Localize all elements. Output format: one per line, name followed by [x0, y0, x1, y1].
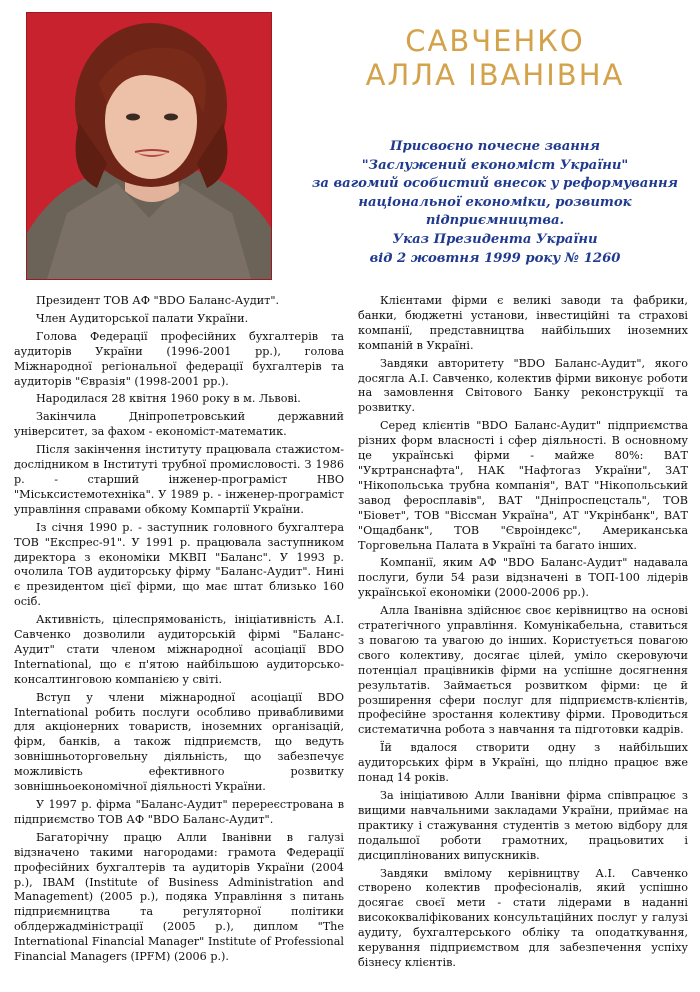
- paragraph: Вступ у члени міжнародної асоціації BDO International робить послуги особливо привабливими для акціонерних товариств, іноземних організацій, фірм, банків, а також підприємств, що ведуть зовнішньоторговельну діяльність, що забезпечує можливість ефективного розвитку зовнішньоекономічної діяльності України.: [14, 690, 344, 794]
- paragraph: Президент ТОВ АФ "BDO Баланс-Аудит".: [36, 294, 280, 307]
- paragraph: Член Аудиторської палати України.: [36, 311, 249, 325]
- award-line: Присвоєно почесне звання: [390, 139, 600, 154]
- paragraph: За ініціативою Алли Іванівни фірма співпрацює з вищими навчальними закладами України, приймає на практику і стажування студентів з метою відбору для подальшої роботи грамотних, працьовитих і дисциплінованих випускників.: [358, 789, 688, 862]
- paragraph: Закінчила Дніпропетровський державний університет, за фахом - економіст-математик.: [14, 410, 344, 439]
- award-info: [296, 138, 694, 268]
- paragraph: Алла Іванівна здійснює своє керівництво на основі стратегічного управління. Комунікабельна, ставиться з повагою та увагою до інших. Користується повагою свого колективу, досягає цілей, уміло скеровуючи потенціал працівників фірми на успішне досягнення результатів. Займається розвитком фірми: це й розширення сфери послуг для підприємств-клієнтів, професійне зростання колективу фірми. Проводиться систематична робота з навчання та підготовки кадрів.: [358, 604, 688, 737]
- paragraph: Завдяки вмілому керівництву А.І. Савченко створено колектив професіоналів, який успішно досягає своєї мети - стати лідерами в наданні висококваліфікованих консультаційних послуг у галузі аудиту, бухгалтерського обліку та оподаткування, керування підприємством для забезпечення успіху бізнесу клієнтів.: [358, 866, 688, 969]
- person-name: [300, 24, 690, 92]
- paragraph: Їй вдалося створити одну з найбільших аудиторських фірм в Україні, що плідно працює вже понад 14 років.: [358, 741, 688, 785]
- award-line: Указ Президента України: [392, 231, 598, 247]
- award-line: національної економіки, розвиток підприємництва.: [358, 194, 632, 229]
- paragraph: Після закінчення інституту працювала стажистом-дослідником в Інституті трубної промисловості. З 1986 р. - старший інженер-програміст НВО "Міськсистемотехніка". У 1989 р. - інженер-програміст управління справами обкому Компартії України.: [14, 443, 344, 516]
- paragraph: Багаторічну працю Алли Іванівни в галузі відзначено такими нагородами: грамота Федерації професійних бухгалтерів та аудиторів України (2004 р.), IBAM (Institute of Business Administration and Management) (2005 р.), подяка Управління з питань підприємництва та регуляторної політики облдержадміністрації (2005 р.), диплом "The International Financial Manager" Institute of Professional Financial Managers (IPFM) (2006 р.).: [14, 830, 344, 964]
- award-line: за вагомий особистий внесок у реформування: [311, 176, 679, 192]
- left-column: [14, 294, 344, 990]
- paragraph: Голова Федерації професійних бухгалтерів та аудиторів України (1996-2001 рр.), голова Міжнародної регіональної федерації бухгалтерів та аудиторів "Євразія" (1998-2001 рр.).: [14, 329, 344, 388]
- award-line: від 2 жовтня 1999 року № 1260: [369, 250, 621, 266]
- right-column: [358, 294, 688, 990]
- portrait-photo-icon: [27, 13, 271, 279]
- paragraph: Народилася 28 квітня 1960 року в м. Львові.: [36, 392, 301, 406]
- paragraph: Із січня 1990 р. - заступник головного бухгалтера ТОВ "Експрес-91". У 1991 р. працювала заступником директора з економіки МКВП "Баланс". У 1993 р. очолила ТОВ аудиторську фірму "Баланс-Аудит". Нині є президентом цієї фірми, що має штат близько 160 осіб.: [14, 520, 344, 609]
- paragraph: Компанії, яким АФ "BDO Баланс-Аудит" надавала послуги, були 54 рази відзначені в ТОП-100 лідерів української економіки (2000-2006 рр.).: [358, 556, 688, 600]
- award-line: "Заслужений економіст України": [361, 157, 629, 173]
- paragraph: Серед клієнтів "BDO Баланс-Аудит" підприємства різних форм власності і сфер діяльності. В основному це українські фірми - майже 80%: ВАТ "Укртранснафта", НАК "Нафтогаз України", ЗАТ "Нікопольська трубна компанія", ВАТ "Нікопольський завод феросплавів", ВАТ "Дніпроспецсталь", ТОВ "Біовет", ТОВ "Віссман Україна", АТ "Укрінбанк", ВАТ "Ощадбанк", ТОВ "Євроіндекс", Американська Торговельна Палата в Україні та багато інших.: [358, 419, 688, 552]
- portrait-photo: [26, 12, 272, 280]
- article-body: [14, 294, 688, 990]
- given-names: АЛЛА ІВАНІВНА: [365, 58, 625, 92]
- paragraph: Завдяки авторитету "BDO Баланс-Аудит", якого досягла А.І. Савченко, колектив фірми виконує роботи на замовлення Світового Банку реконструкції та розвитку.: [358, 356, 688, 415]
- paragraph: У 1997 р. фірма "Баланс-Аудит" перереєстрована в підприємство ТОВ АФ "BDO Баланс-Аудит".: [14, 798, 344, 826]
- paragraph: Клієнтами фірми є великі заводи та фабрики, банки, бюджетні установи, інвестиційні та страхові компанії, представництва найбільших іноземних компаній в Україні.: [358, 294, 688, 352]
- surname: САВЧЕНКО: [405, 24, 585, 58]
- paragraph: Активність, цілеспрямованість, ініціативність А.І. Савченко дозволили аудиторській фірмі "Баланс-Аудит" стати членом міжнародної асоціації BDO International, що є п'ятою найбільшою аудиторсько-консалтинговою компанією у світі.: [14, 613, 344, 686]
